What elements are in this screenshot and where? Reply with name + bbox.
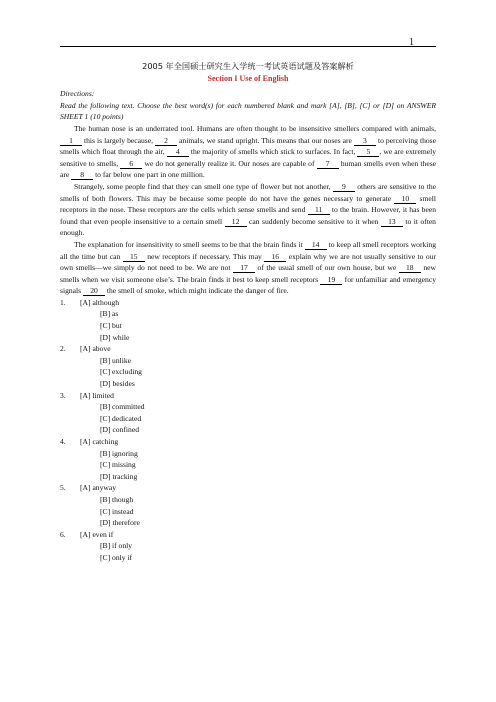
question-item <box>60 297 436 343</box>
passage-text: to the brain. However, it has been found that even people insensitive to a certain smell <box>60 205 436 226</box>
question-item <box>60 436 436 482</box>
answer-option[interactable]: [A] catching <box>80 437 119 446</box>
blank-3: 3 <box>354 136 376 146</box>
question-number: 3. <box>60 390 66 400</box>
passage-text: explain why we are not usually sensitive to our own smells—we simply do not need to be. We are not <box>60 251 436 273</box>
passage-text: new receptors if necessary. This may <box>144 251 265 261</box>
answer-option[interactable]: [C] excluding <box>100 367 142 377</box>
passage-text: The explanation for insensitivity to smell seems to be that the brain finds it <box>74 239 305 249</box>
directions-text: Read the following text. Choose the best word(s) for each numbered blank and mark [A], [B], [C] or [D] on ANSWER SHEET 1 (10 points) <box>60 100 436 122</box>
answer-option[interactable]: [D] tracking <box>100 471 138 481</box>
directions-label: Directions: <box>60 89 95 99</box>
answer-option[interactable]: [A] limited <box>80 390 114 400</box>
blank-8: 8 <box>71 170 93 180</box>
question-item <box>60 529 436 564</box>
answer-option[interactable]: [C] only if <box>100 552 133 562</box>
page-number: 1 <box>409 37 414 48</box>
passage-paragraph <box>60 239 436 297</box>
answer-option[interactable]: [B] ignoring <box>100 448 138 458</box>
passage-text: this is largely because, <box>82 135 156 145</box>
blank-13: 13 <box>381 217 403 227</box>
blank-12: 12 <box>225 217 247 227</box>
answer-option[interactable]: [B] if only <box>100 541 133 551</box>
passage-text: for unfamiliar and emergency signals <box>60 274 436 296</box>
passage-text: to perceiving those smells which float through the air, <box>60 135 436 157</box>
question-number: 2. <box>60 344 66 354</box>
blank-1: 1 <box>60 136 82 146</box>
answer-option[interactable]: [B] committed <box>100 402 145 412</box>
answer-option[interactable]: [C] but <box>100 321 122 331</box>
header-rule <box>60 46 436 47</box>
blank-9: 9 <box>333 182 355 192</box>
blank-18: 18 <box>399 263 421 273</box>
passage-text: the smell of smoke, which might indicate the danger of fire. <box>105 286 289 296</box>
answer-option[interactable]: [C] instead <box>100 506 134 516</box>
answer-option[interactable]: [B] unlike <box>100 355 132 365</box>
passage-text: animals, we stand upright. This means that our noses are <box>177 135 354 145</box>
passage-text: new smells when we visit someone else’s. The brain finds it best to keep smell receptors <box>60 263 436 284</box>
blank-16: 16 <box>264 252 286 262</box>
answer-option[interactable]: [D] therefore <box>100 518 140 528</box>
passage <box>60 123 436 297</box>
answer-option[interactable]: [A] anyway <box>80 483 117 493</box>
passage-text: the majority of smells which stick to surfaces. In fact, <box>188 147 358 157</box>
question-item <box>60 343 436 389</box>
passage-text: The human nose is an underrated tool. Humans are often thought to be insensitive smellers compared with animals, <box>74 123 436 133</box>
passage-text: to it often enough. <box>60 216 436 238</box>
passage-paragraph <box>60 181 436 239</box>
question-number: 5. <box>60 483 66 493</box>
passage-text: smell receptors in the nose. These receptors are the cells which sense smells and send <box>60 193 436 215</box>
answer-option[interactable]: [A] above <box>80 344 111 354</box>
blank-11: 11 <box>308 205 330 215</box>
question-list <box>60 297 436 564</box>
document-body <box>60 61 436 564</box>
passage-text: to keep all smell receptors working all the time but can <box>60 239 436 261</box>
answer-option[interactable]: [A] even if <box>80 529 114 539</box>
blank-15: 15 <box>123 252 145 262</box>
blank-17: 17 <box>233 263 255 273</box>
document-title: 2005 年全国硕士研究生入学统一考试英语试题及答案解析 <box>142 61 354 71</box>
blank-7: 7 <box>317 159 339 169</box>
passage-paragraph <box>60 123 436 181</box>
answer-option[interactable]: [D] while <box>100 332 130 342</box>
passage-text: of the usual smell of our own house, but we <box>254 263 399 273</box>
blank-5: 5 <box>357 147 379 157</box>
section-title: Section I Use of English <box>207 73 289 83</box>
answer-option[interactable]: [D] besides <box>100 379 135 389</box>
blank-14: 14 <box>305 240 327 250</box>
blank-10: 10 <box>394 194 416 204</box>
blank-4: 4 <box>167 147 189 157</box>
passage-text: we do not generally realize it. Our noses are capable of <box>142 158 317 168</box>
answer-option[interactable]: [C] missing <box>100 460 136 470</box>
blank-19: 19 <box>320 275 342 285</box>
passage-text: others are sensitive to the smells of both flowers. This may be because some people do not have the genes necessary to generate <box>60 181 436 203</box>
answer-option[interactable]: [D] confined <box>100 425 140 435</box>
blank-6: 6 <box>120 159 142 169</box>
answer-option[interactable]: [B] as <box>100 309 119 319</box>
question-number: 6. <box>60 529 66 539</box>
passage-text: to far below one part in one million. <box>93 170 205 180</box>
passage-text: can suddenly become sensitive to it when <box>246 216 381 226</box>
question-number: 4. <box>60 437 66 446</box>
blank-20: 20 <box>83 286 105 296</box>
blank-2: 2 <box>155 136 177 146</box>
passage-text: Strangely, some people find that they can smell one type of flower but not another, <box>74 181 333 191</box>
passage-text: , we are extremely sensitive to smells, <box>60 147 436 168</box>
answer-option[interactable]: [C] dedicated <box>100 413 142 423</box>
answer-option[interactable]: [B] though <box>100 494 134 504</box>
answer-option[interactable]: [A] although <box>80 297 120 307</box>
passage-text: human smells even when these are <box>60 158 437 180</box>
question-item <box>60 390 436 436</box>
question-item <box>60 482 436 528</box>
question-number: 1. <box>60 297 66 307</box>
